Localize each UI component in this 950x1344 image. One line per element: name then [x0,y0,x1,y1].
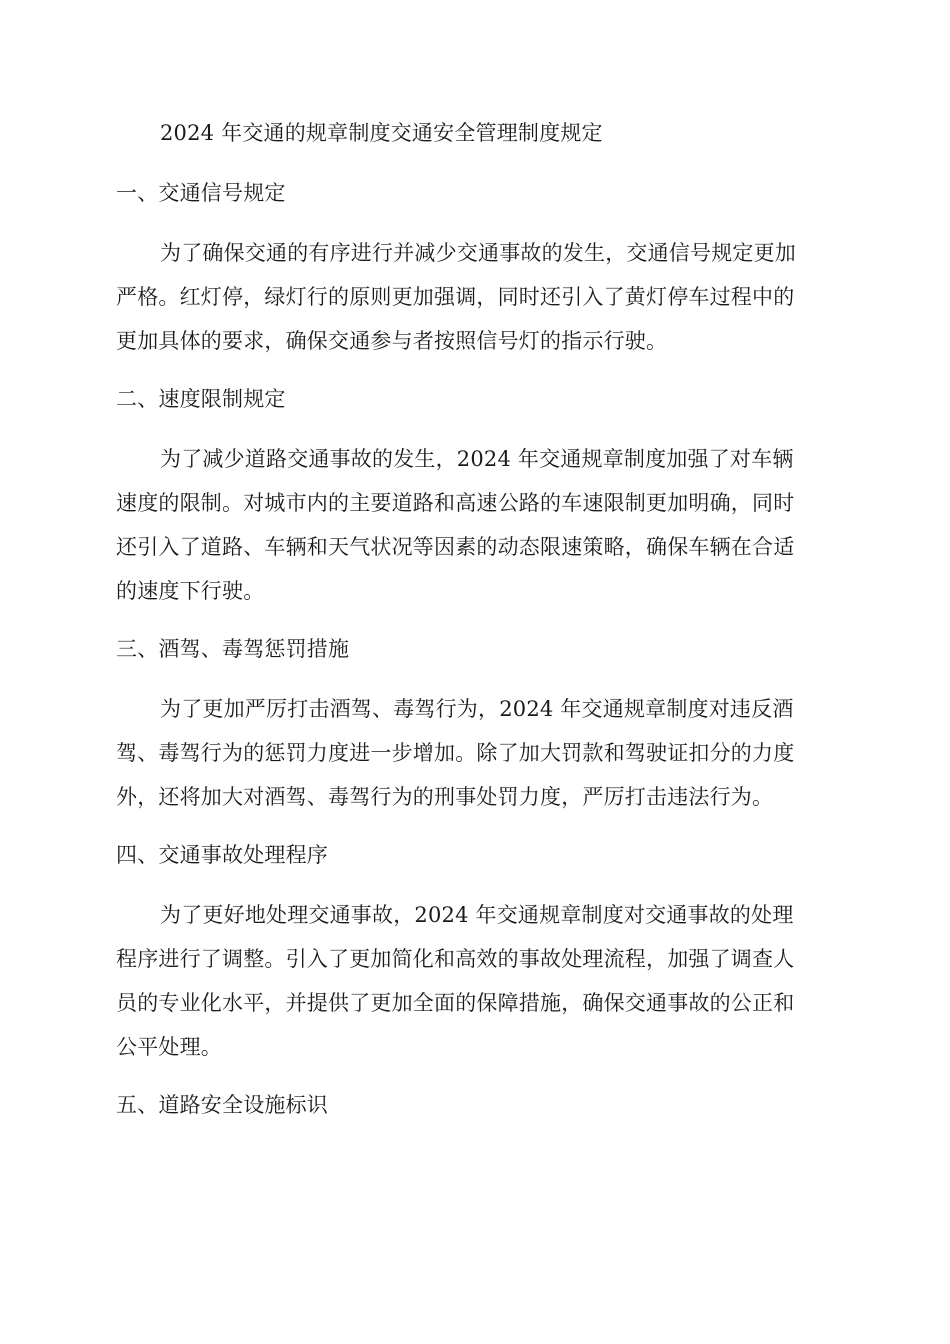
paragraph-line: 公平处理。 [116,1035,222,1059]
paragraph-line: 严格。红灯停，绿灯行的原则更加强调，同时还引入了黄灯停车过程中的 [116,285,795,309]
paragraph-line: 为了减少道路交通事故的发生，2024 年交通规章制度加强了对车辆 [160,447,794,471]
paragraph-line: 为了确保交通的有序进行并减少交通事故的发生，交通信号规定更加 [160,241,796,265]
document-title: 2024 年交通的规章制度交通安全管理制度规定 [160,121,603,145]
paragraph-line: 速度的限制。对城市内的主要道路和高速公路的车速限制更加明确，同时 [116,491,795,515]
paragraph-line: 外，还将加大对酒驾、毒驾行为的刑事处罚力度，严厉打击违法行为。 [116,785,774,809]
paragraph-line: 为了更好地处理交通事故，2024 年交通规章制度对交通事故的处理 [160,903,794,927]
paragraph-line: 程序进行了调整。引入了更加简化和高效的事故处理流程，加强了调查人 [116,947,795,971]
paragraph-line: 还引入了道路、车辆和天气状况等因素的动态限速策略，确保车辆在合适 [116,535,795,559]
section-heading: 二、速度限制规定 [116,387,286,411]
paragraph-line: 员的专业化水平，并提供了更加全面的保障措施，确保交通事故的公正和 [116,991,795,1015]
section-heading: 三、酒驾、毒驾惩罚措施 [116,637,350,661]
section-heading: 五、道路安全设施标识 [116,1093,328,1117]
paragraph-line: 的速度下行驶。 [116,579,265,603]
paragraph-line: 更加具体的要求，确保交通参与者按照信号灯的指示行驶。 [116,329,668,353]
section-heading: 四、交通事故处理程序 [116,843,328,867]
paragraph-line: 驾、毒驾行为的惩罚力度进一步增加。除了加大罚款和驾驶证扣分的力度 [116,741,795,765]
paragraph-line: 为了更加严厉打击酒驾、毒驾行为，2024 年交通规章制度对违反酒 [160,697,794,721]
section-heading: 一、交通信号规定 [116,181,286,205]
